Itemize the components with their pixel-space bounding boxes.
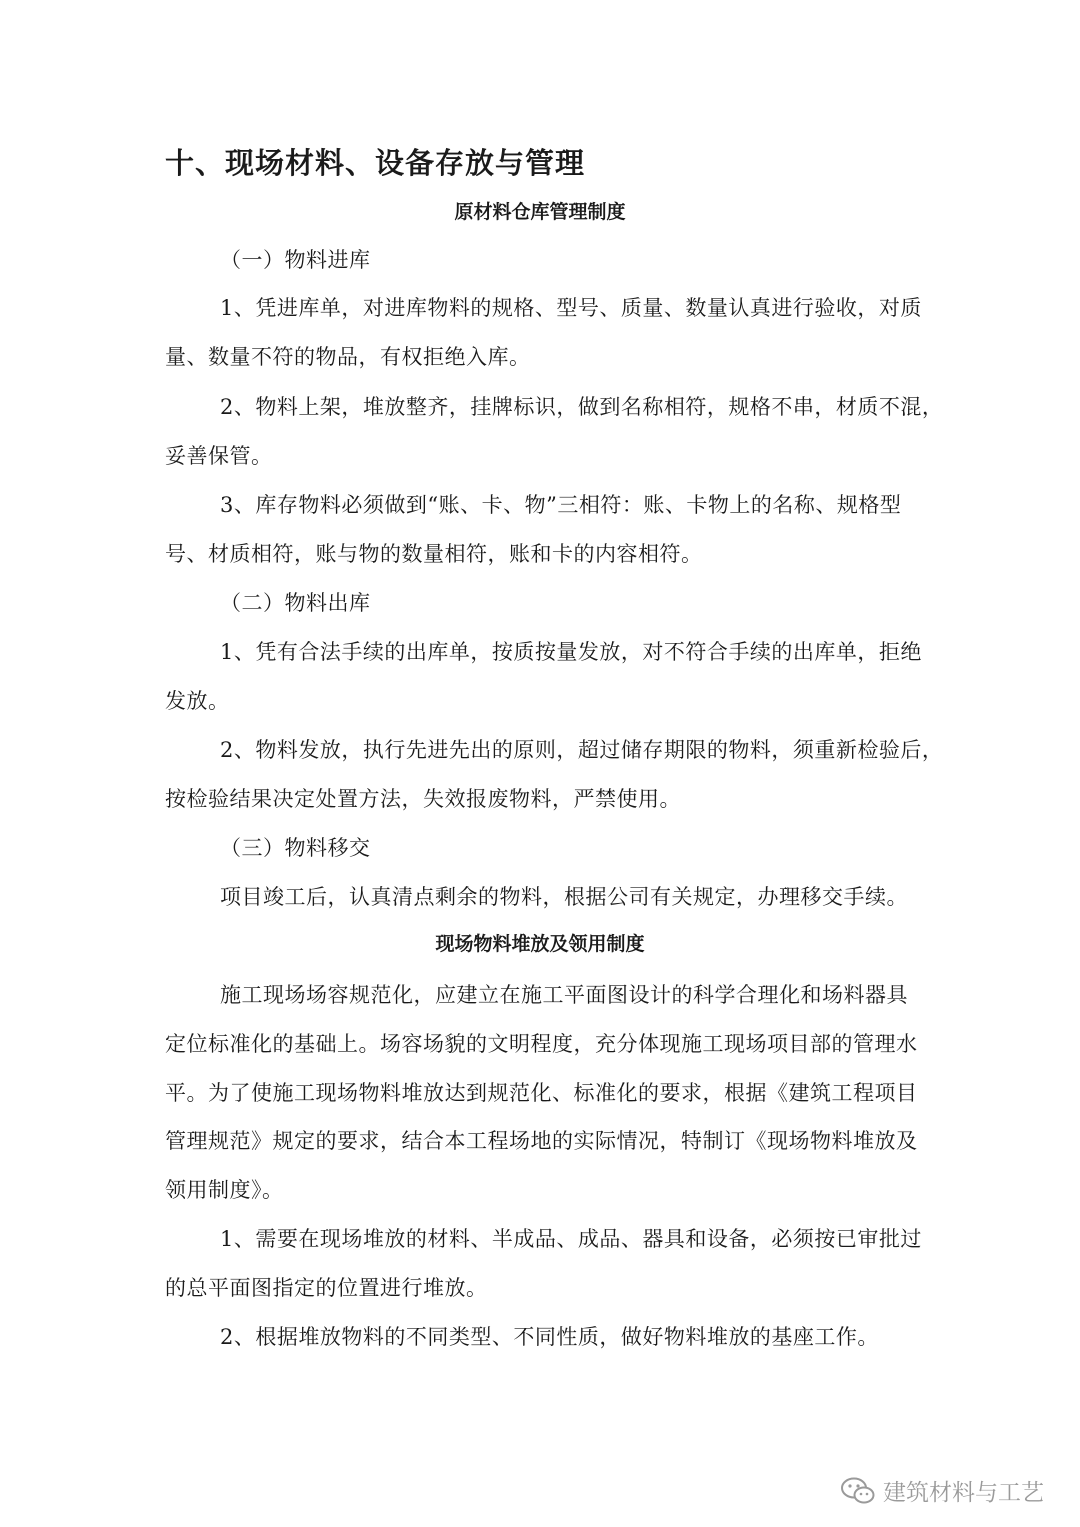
subsection-outbound: （二）物料出库 [220, 591, 371, 615]
paragraph-line: 2、根据堆放物料的不同类型、不同性质，做好物料堆放的基座工作。 [220, 1325, 879, 1349]
paragraph-line: 施工现场场容规范化，应建立在施工平面图设计的科学合理化和场料器具 [220, 983, 908, 1007]
paragraph-line: 按检验结果决定处置方法，失效报废物料，严禁使用。 [165, 787, 681, 811]
paragraph-line: 管理规范》规定的要求，结合本工程场地的实际情况，特制订《现场物料堆放及 [165, 1129, 918, 1153]
subsection-inbound: （一）物料进库 [220, 248, 371, 272]
paragraph-line: 1、需要在现场堆放的材料、半成品、成品、器具和设备，必须按已审批过 [220, 1227, 922, 1251]
paragraph-line: 项目竣工后，认真清点剩余的物料，根据公司有关规定，办理移交手续。 [220, 885, 908, 909]
paragraph-line: 定位标准化的基础上。场容场貌的文明程度，充分体现施工现场项目部的管理水 [165, 1032, 918, 1056]
subsection-transfer: （三）物料移交 [220, 836, 371, 860]
paragraph-line: 妥善保管。 [165, 444, 273, 468]
paragraph-line: 平。为了使施工现场物料堆放达到规范化、标准化的要求，根据《建筑工程项目 [165, 1081, 918, 1105]
paragraph-line: 量、数量不符的物品，有权拒绝入库。 [165, 345, 531, 369]
paragraph-line: 的总平面图指定的位置进行堆放。 [165, 1276, 488, 1300]
watermark [841, 1474, 1044, 1507]
section-title-warehouse: 原材料仓库管理制度 [454, 201, 626, 223]
paragraph-line: 发放。 [165, 689, 230, 713]
paragraph-line: 2、物料上架，堆放整齐，挂牌标识，做到名称相符，规格不串，材质不混， [220, 395, 944, 419]
paragraph-line: 领用制度》。 [165, 1178, 284, 1202]
page-heading: 十、现场材料、设备存放与管理 [165, 146, 586, 180]
paragraph-line: 1、凭进库单，对进库物料的规格、型号、质量、数量认真进行验收，对质 [220, 296, 922, 320]
watermark-text: 建筑材料与工艺 [883, 1480, 1044, 1506]
paragraph-line: 1、凭有合法手续的出库单，按质按量发放，对不符合手续的出库单，拒绝 [220, 640, 922, 664]
paragraph-line: 号、材质相符，账与物的数量相符，账和卡的内容相符。 [165, 542, 703, 566]
paragraph-line: 2、物料发放，执行先进先出的原则，超过储存期限的物料，须重新检验后， [220, 738, 944, 762]
wechat-icon [841, 1477, 875, 1505]
paragraph-line: 3、库存物料必须做到“账、卡、物”三相符：账、卡物上的名称、规格型 [220, 493, 902, 517]
section-title-stacking: 现场物料堆放及领用制度 [435, 933, 645, 955]
